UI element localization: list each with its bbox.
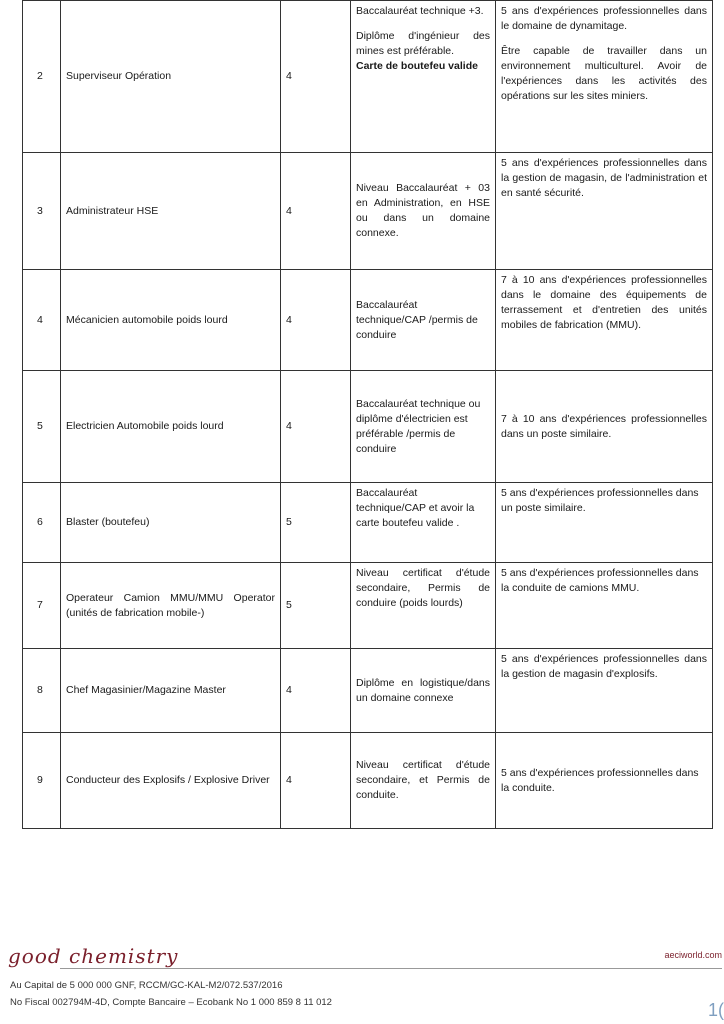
row-number: 9 (23, 733, 61, 829)
table-row (23, 153, 713, 270)
legal-info-line: Au Capital de 5 000 000 GNF, RCCM/GC-KAL-M2/072.537/2016 (10, 980, 283, 991)
job-title: Conducteur des Explosifs / Explosive Driver (61, 733, 281, 829)
diploma-line: Carte de boutefeu valide (356, 60, 478, 72)
experience-cell: 5 ans d'expériences professionnelles dans un poste similaire. (496, 483, 713, 563)
row-number: 3 (23, 153, 61, 270)
row-number: 2 (23, 1, 61, 153)
table-row (23, 270, 713, 371)
table-row (23, 1, 713, 153)
diploma-line: Baccalauréat technique +3. (356, 5, 484, 17)
job-title: Superviseur Opération (61, 1, 281, 153)
experience-cell: 5 ans d'expériences professionnelles dans la conduite de camions MMU. (496, 563, 713, 649)
experience-line: 5 ans d'expériences professionnelles dans le domaine de dynamitage. (501, 5, 707, 32)
diploma-line: Diplôme d'ingénieur des mines est préférable. (356, 30, 490, 57)
table-row (23, 483, 713, 563)
diploma-cell: Baccalauréat technique/CAP /permis de conduire (351, 270, 496, 371)
job-title: Administrateur HSE (61, 153, 281, 270)
row-number: 6 (23, 483, 61, 563)
diploma-cell (351, 1, 496, 153)
row-number: 7 (23, 563, 61, 649)
legal-info-line: No Fiscal 002794M-4D, Compte Bancaire – Ecobank No 1 000 859 8 11 012 (10, 997, 332, 1008)
job-requirements-table (22, 0, 713, 829)
diploma-cell: Baccalauréat technique/CAP et avoir la carte boutefeu valide . (351, 483, 496, 563)
experience-cell: 7 à 10 ans d'expériences professionnelles dans un poste similaire. (496, 371, 713, 483)
job-title: Mécanicien automobile poids lourd (61, 270, 281, 371)
job-level: 5 (281, 483, 351, 563)
experience-cell: 7 à 10 ans d'expériences professionnelles dans le domaine des équipements de terrassement et d'entretien des unités mobiles de fabrication (MMU). (496, 270, 713, 371)
experience-line: Être capable de travailler dans un environnement multiculturel. Avoir de l'expériences dans les activités des opérations sur les sites miniers. (501, 45, 707, 102)
experience-cell: 5 ans d'expériences professionnelles dans la gestion de magasin, de l'administration et en santé sécurité. (496, 153, 713, 270)
job-level: 4 (281, 270, 351, 371)
job-level: 4 (281, 153, 351, 270)
row-number: 5 (23, 371, 61, 483)
job-level: 4 (281, 1, 351, 153)
job-level: 4 (281, 371, 351, 483)
experience-cell: 5 ans d'expériences professionnelles dans la gestion de magasin d'explosifs. (496, 649, 713, 733)
website-link[interactable]: aeciworld.com (664, 950, 722, 960)
diploma-cell: Niveau certificat d'étude secondaire, et Permis de conduite. (351, 733, 496, 829)
table-row (23, 371, 713, 483)
job-title: Operateur Camion MMU/MMU Operator (unités de fabrication mobile-) (61, 563, 281, 649)
diploma-cell: Niveau certificat d'étude secondaire, Permis de conduire (poids lourds) (351, 563, 496, 649)
company-logo: good chemistry (8, 944, 179, 968)
experience-cell: 5 ans d'expériences professionnelles dans la conduite. (496, 733, 713, 829)
experience-cell (496, 1, 713, 153)
table-row (23, 733, 713, 829)
row-number: 8 (23, 649, 61, 733)
job-level: 4 (281, 649, 351, 733)
job-title: Electricien Automobile poids lourd (61, 371, 281, 483)
table-row (23, 563, 713, 649)
job-title: Blaster (boutefeu) (61, 483, 281, 563)
diploma-cell: Diplôme en logistique/dans un domaine connexe (351, 649, 496, 733)
page-number: 1( (707, 1000, 724, 1020)
job-title: Chef Magasinier/Magazine Master (61, 649, 281, 733)
footer-divider (60, 968, 722, 969)
table-row (23, 649, 713, 733)
row-number: 4 (23, 270, 61, 371)
diploma-cell: Niveau Baccalauréat + 03 en Administration, en HSE ou dans un domaine connexe. (351, 153, 496, 270)
diploma-cell: Baccalauréat technique ou diplôme d'électricien est préférable /permis de conduire (351, 371, 496, 483)
job-level: 4 (281, 733, 351, 829)
job-level: 5 (281, 563, 351, 649)
